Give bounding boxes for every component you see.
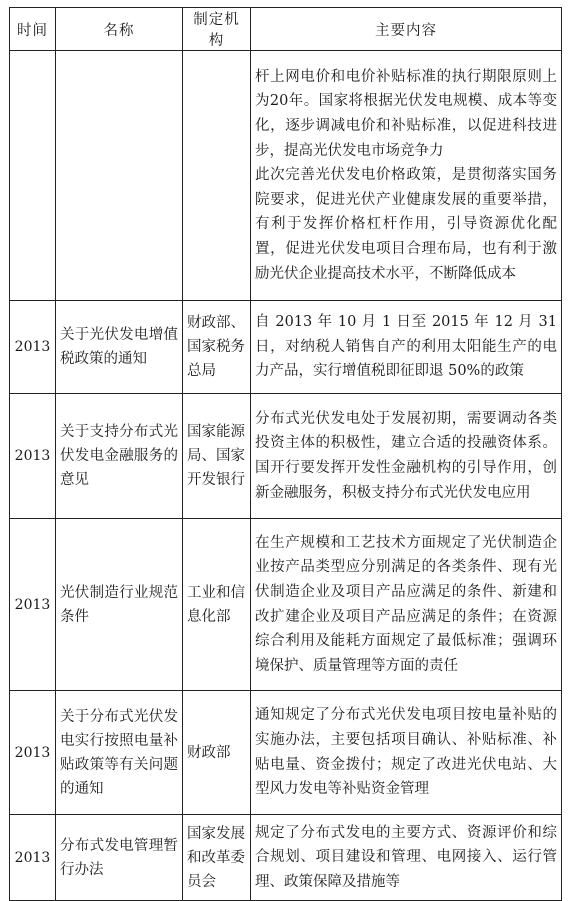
table-row [10,394,562,519]
row-name: 关于分布式光伏发电实行按照电量补贴政策等有关问题的通知 [56,691,183,815]
header-year: 时间 [10,8,56,51]
table-row [10,301,562,394]
row-agency: 国家发展和改革委员会 [183,815,251,901]
row-agency [183,51,251,301]
row-content [251,51,562,301]
row-agency: 工业和信息化部 [183,519,251,691]
row-name [56,51,183,301]
row-agency: 财政部 [183,691,251,815]
content-paragraph: 通知规定了分布式光伏发电项目按电量补贴的实施办法，主要包括项目确认、补贴标准、补贴电量、资金拨付；规定了改进光伏电站、大型风力发电等补贴资金管理 [255,707,557,798]
table-row [10,691,562,815]
header-row [10,8,562,51]
row-name: 关于支持分布式光伏发电金融服务的意见 [56,394,183,519]
table-row [10,51,562,301]
content-paragraph: 规定了分布式发电的主要方式、资源评价和综合规划、项目建设和管理、电网接入、运行管理、政策保障及措施等 [255,824,557,890]
content-paragraph: 分布式光伏发电处于发展初期，需要调动各类投资主体的积极性，建立合适的投融资体系。国开行要发挥开发性金融机构的引导作用，创新金融服务，积极支持分布式光伏发电应用 [255,410,557,501]
content-paragraph: 杆上网电价和电价补贴标准的执行期限原则上为20年。国家将根据光伏发电规模、成本等变化，逐步调减电价和补贴标准，以促进科技进步，提高光伏发电市场竞争力 [255,68,557,159]
header-agency: 制定机构 [183,8,251,51]
content-paragraph: 在生产规模和工艺技术方面规定了光伏制造企业按产品类型应分别满足的各类条件、现有光伏制造企业及项目产品应满足的条件、新建和改扩建企业及项目产品应满足的条件；在资源综合利用及能耗方面规定了最低标准；强调环境保护、质量管理等方面的责任 [255,534,557,674]
row-agency: 国家能源局、国家开发银行 [183,394,251,519]
header-name: 名称 [56,8,183,51]
row-content [251,519,562,691]
row-year: 2013 [10,519,56,691]
row-year: 2013 [10,691,56,815]
row-name: 分布式发电管理暂行办法 [56,815,183,901]
table-row [10,519,562,691]
row-year: 2013 [10,815,56,901]
content-paragraph: 自 2013 年 10 月 1 日至 2015 年 12 月 31 日，对纳税人销售自产的利用太阳能生产的电力产品，实行增值税即征即退 50%的政策 [255,314,557,380]
table-row [10,815,562,901]
row-agency: 财政部、国家税务总局 [183,301,251,394]
policy-table [9,7,562,901]
row-name: 关于光伏发电增值税政策的通知 [56,301,183,394]
row-name: 光伏制造行业规范条件 [56,519,183,691]
row-year: 2013 [10,394,56,519]
row-year: 2013 [10,301,56,394]
row-content [251,301,562,394]
row-content [251,691,562,815]
row-content [251,815,562,901]
row-content [251,394,562,519]
row-year [10,51,56,301]
header-content: 主要内容 [251,8,562,51]
content-paragraph: 此次完善光伏发电价格政策，是贯彻落实国务院要求，促进光伏产业健康发展的重要举措，有利于发挥价格杠杆作用，引导资源优化配置，促进光伏发电项目合理布局，也有利于激励光伏企业提高技术水平，不断降低成本 [255,167,557,282]
